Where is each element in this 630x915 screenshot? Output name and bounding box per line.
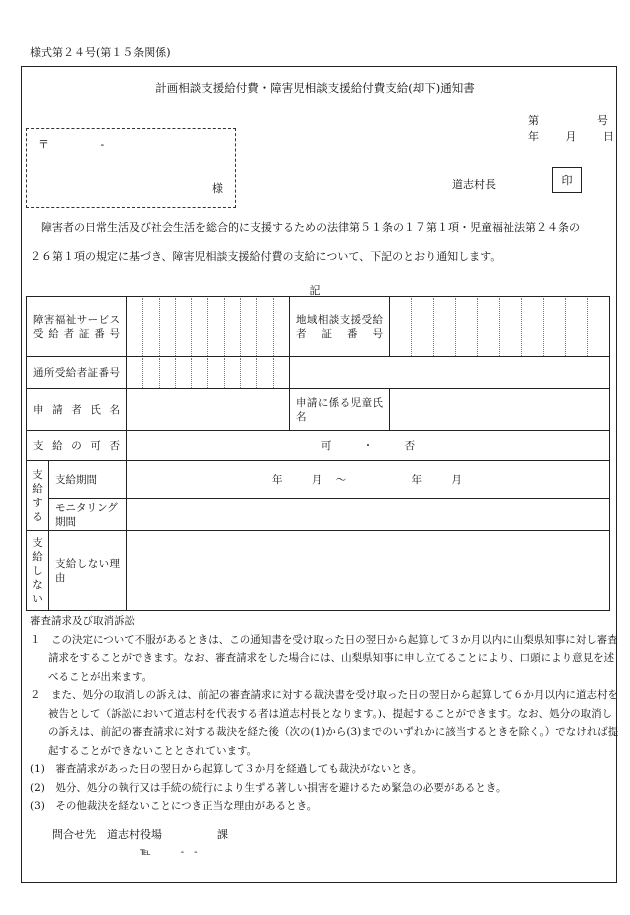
note-item-1: １ この決定について不服があるときは、この通知書を受け取った日の翌日から起算して３か月以内に山梨県知事に対し審査請求をすることができます。なお、審査請求をした場合には、山梨県知事に申し立てることにより、口頭により意見を述べることが出来ます。 — [30, 633, 618, 683]
number-suffix: 号 — [597, 114, 608, 127]
table-row — [27, 461, 610, 499]
body-line-2: ２６第１項の規定に基づき、障害児相談支援給付費の支給について、下記のとおり通知します。 — [30, 250, 502, 263]
monitoring-label: モニタリング期間 — [55, 501, 118, 528]
approval-label: 支給の可否 — [33, 439, 120, 452]
blank-cell — [290, 357, 610, 389]
grant-group-label: 支給する — [32, 468, 43, 523]
table-row — [27, 531, 610, 611]
reason-field[interactable] — [127, 531, 610, 611]
ki-heading: 記 — [309, 284, 321, 297]
monitoring-label-cell — [49, 499, 127, 531]
period-field[interactable] — [127, 461, 610, 499]
grant-group-label-cell — [27, 461, 49, 531]
note-sub-1: (1) 審査請求があった日の翌日から起算して３か月を経過しても裁決がないとき。 — [30, 763, 423, 775]
notes-section — [30, 612, 620, 816]
period-start-month: 月 — [311, 474, 323, 486]
period-tilde: ～ — [335, 474, 347, 486]
deny-group-label-cell — [27, 531, 49, 611]
reason-label: 支給しない理由 — [55, 557, 120, 584]
child-name-field[interactable] — [390, 389, 610, 431]
mayor-name: 道志村長 — [452, 178, 496, 191]
regional-recipient-number-field[interactable] — [390, 297, 610, 357]
period-end-month: 月 — [451, 474, 462, 486]
approve-option[interactable]: 可 — [320, 440, 332, 452]
service-recipient-label: 障害福祉サービス受給者証番号 — [33, 313, 120, 340]
approval-choice-field[interactable] — [127, 431, 610, 461]
period-start-year: 年 — [272, 474, 283, 486]
monitoring-field[interactable] — [127, 499, 610, 531]
tel-line: ℡ - - — [140, 847, 198, 858]
day-service-label-cell — [27, 357, 127, 389]
postal-dash: - — [100, 138, 105, 151]
regional-recipient-label-cell — [290, 297, 390, 357]
service-recipient-label-cell — [27, 297, 127, 357]
date-month: 月 — [565, 130, 577, 143]
period-label-cell — [49, 461, 127, 499]
document-title: 計画相談支援給付費・障害児相談支援給付費支給(却下)通知書 — [155, 81, 475, 95]
body-line-1: 障害者の日常生活及び社会生活を総合的に支援するための法律第５１条の１７第１項・児童福祉法第２４条の — [30, 221, 580, 234]
child-name-label-cell — [290, 389, 390, 431]
decision-table — [26, 296, 610, 611]
regional-recipient-label: 地域相談支援受給者証番号 — [296, 313, 383, 340]
contact-line: 問合せ先 道志村役場 課 — [52, 828, 228, 841]
reason-label-cell — [49, 531, 127, 611]
number-prefix: 第 — [528, 114, 539, 127]
document-number-line — [528, 112, 608, 128]
document-date-line — [528, 128, 614, 144]
reject-option[interactable]: 否 — [404, 440, 416, 452]
notes-heading: 審査請求及び取消訴訟 — [30, 615, 135, 627]
table-row — [27, 297, 610, 357]
child-name-label: 申請に係る児童氏名 — [296, 396, 383, 423]
seal-label: 印 — [561, 174, 573, 187]
period-end-year: 年 — [411, 474, 423, 486]
note-sub-3: (3) その他裁決を経ないことにつき正当な理由があるとき。 — [30, 800, 318, 812]
date-year: 年 — [528, 130, 539, 143]
service-recipient-number-field[interactable] — [127, 297, 290, 357]
note-item-2: ２ また、処分の取消しの訴えは、前記の審査請求に対する裁決書を受け取った日の翌日から起算して６か月以内に道志村を被告として（訴訟において道志村を代表する者は道志村長となります。)、提起することができます。なお、処分の取消しの訴えは、前記の審査請求に対する裁決を経た後（次の(1)から(3)までのいずれかに該当するときを除く。）でなければ提起することができないこととされています。 — [30, 689, 619, 757]
honorific-sama: 様 — [212, 182, 223, 195]
period-label: 支給期間 — [55, 474, 97, 486]
applicant-name-field[interactable] — [127, 389, 290, 431]
table-row — [27, 357, 610, 389]
applicant-name-label: 申請者氏名 — [33, 403, 120, 416]
deny-group-label: 支給しない — [32, 536, 43, 605]
day-service-number-field[interactable] — [127, 357, 290, 389]
date-day: 日 — [603, 130, 614, 143]
note-sub-2: (2) 処分、処分の執行又は手続の続行により生ずる著しい損害を避けるため緊急の必要があるとき。 — [30, 781, 507, 794]
form-number: 様式第２４号(第１５条関係) — [30, 46, 171, 59]
table-row — [27, 431, 610, 461]
day-service-label: 通所受給者証番号 — [33, 366, 120, 379]
postal-code — [38, 136, 104, 152]
table-row — [27, 389, 610, 431]
option-separator: ・ — [362, 440, 374, 452]
table-row — [27, 499, 610, 531]
seal-box — [552, 167, 582, 193]
applicant-name-label-cell — [27, 389, 127, 431]
approval-label-cell — [27, 431, 127, 461]
postal-mark: 〒 — [38, 138, 49, 151]
